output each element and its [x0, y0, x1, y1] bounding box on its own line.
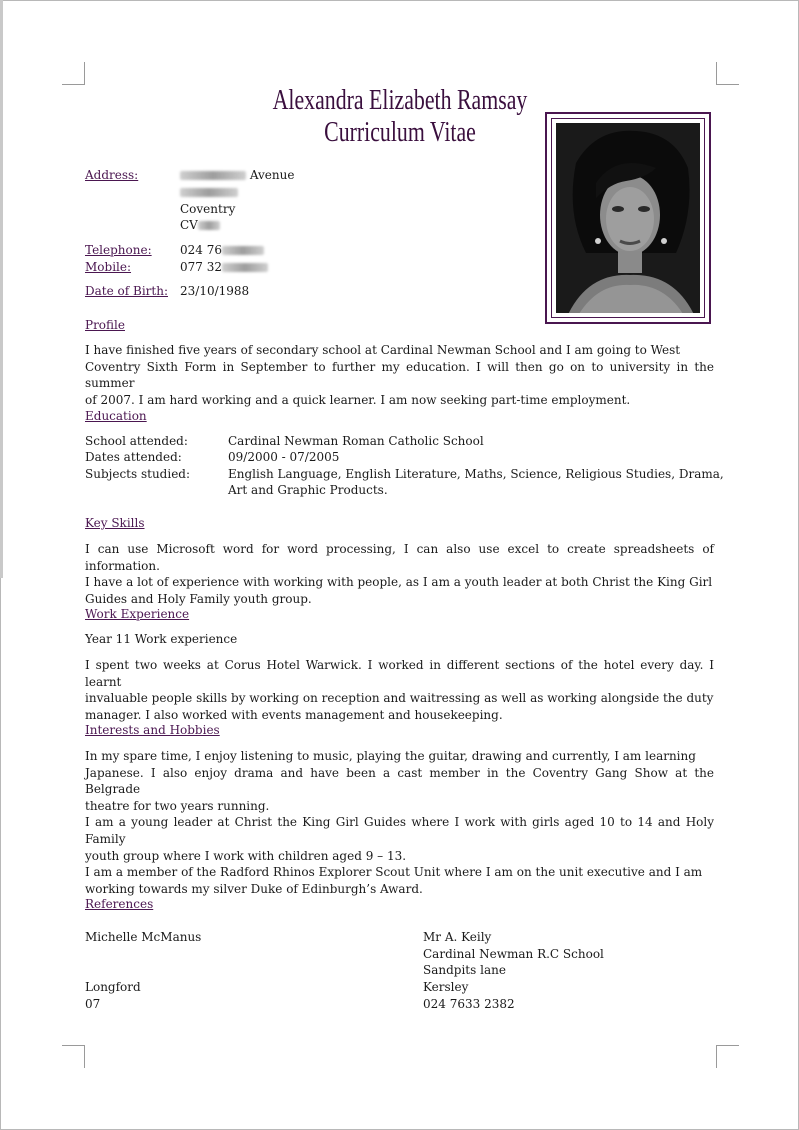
dob-label: Date of Birth:	[85, 284, 168, 298]
work-experience-heading: Work Experience	[85, 607, 190, 621]
key-skills-heading: Key Skills	[85, 516, 145, 530]
address-line2	[180, 185, 238, 199]
education-label-dates: Dates attended:	[85, 450, 182, 464]
reference2-line2: Cardinal Newman R.C School	[423, 947, 604, 961]
crop-mark-top-right	[716, 62, 739, 85]
mobile-value: 077 32	[180, 260, 268, 274]
key-skills-paragraph: I can use Microsoft word for word processing, I can also use excel to create spreadsheets of information. I have a lot of experience with working with people, as I am a youth leader at both Christ the King Girl Guides and Holy Family youth group.	[85, 542, 714, 606]
crop-mark-bottom-left	[62, 1045, 85, 1068]
dob-value: 23/10/1988	[180, 284, 250, 298]
education-value-school: Cardinal Newman Roman Catholic School	[228, 434, 484, 448]
education-value-subjects-cont: Art and Graphic Products.	[228, 483, 388, 497]
education-value-dates: 09/2000 - 07/2005	[228, 450, 340, 464]
telephone-value: 024 76	[180, 243, 264, 257]
reference2-line3: Sandpits lane	[423, 963, 506, 977]
redacted-block	[180, 171, 246, 180]
redacted-block	[222, 263, 268, 272]
work-experience-subheading: Year 11 Work experience	[85, 632, 238, 646]
crop-mark-bottom-right	[716, 1045, 739, 1068]
window-edge	[0, 0, 3, 578]
crop-mark-top-left	[62, 62, 85, 85]
mobile-label: Mobile:	[85, 260, 132, 274]
redacted-block	[222, 246, 264, 255]
reference1-line5: 07	[85, 997, 101, 1011]
address-line1: Avenue	[180, 168, 294, 182]
portrait-photo-frame	[545, 112, 711, 324]
education-heading: Education	[85, 409, 147, 423]
redacted-block	[198, 221, 220, 230]
cv-subtitle: Curriculum Vitae	[324, 117, 476, 148]
work-experience-paragraph: I spent two weeks at Corus Hotel Warwick. I worked in different sections of the hotel every day. I learnt invaluable people skills by working on reception and waitressing as well as working alongside the duty manager. I also worked with events management and housekeeping.	[85, 658, 714, 722]
education-value-subjects: English Language, English Literature, Maths, Science, Religious Studies, Drama,	[228, 467, 724, 481]
address-label: Address:	[85, 168, 139, 182]
reference2-line4: Kersley	[423, 980, 469, 994]
redacted-block	[180, 188, 238, 197]
profile-paragraph: I have finished five years of secondary school at Cardinal Newman School and I am going to West Coventry Sixth Form in September to further my education. I will then go on to university in the summer of 2007. I am hard working and a quick learner. I am now seeking part-time employment.	[85, 343, 714, 407]
telephone-label: Telephone:	[85, 243, 152, 257]
education-label-subjects: Subjects studied:	[85, 467, 191, 481]
interests-heading: Interests and Hobbies	[85, 723, 220, 737]
references-heading: References	[85, 897, 154, 911]
education-label-school: School attended:	[85, 434, 188, 448]
cv-name-title: Alexandra Elizabeth Ramsay	[272, 85, 528, 116]
reference1-name: Michelle McManus	[85, 930, 202, 944]
address-city: Coventry	[180, 202, 236, 216]
profile-heading: Profile	[85, 318, 125, 332]
interests-paragraph: In my spare time, I enjoy listening to music, playing the guitar, drawing and currently, I am learning Japanese. I also enjoy drama and have been a cast member in the Coventry Gang Show at the Belgrade theatre for two years running. I am a young leader at Christ the King Girl Guides where I work with girls aged 10 to 14 and Holy Family youth group where I work with children aged 9 – 13. I am a member of the Radford Rhinos Explorer Scout Unit where I am on the unit executive and I am working towards my silver Duke of Edinburgh’s Award.	[85, 749, 714, 896]
portrait-icon	[556, 123, 700, 313]
portrait-photo	[556, 123, 700, 313]
reference2-name: Mr A. Keily	[423, 930, 492, 944]
reference2-line5: 024 7633 2382	[423, 997, 515, 1011]
reference1-line4: Longford	[85, 980, 141, 994]
address-postcode: CV	[180, 218, 220, 232]
